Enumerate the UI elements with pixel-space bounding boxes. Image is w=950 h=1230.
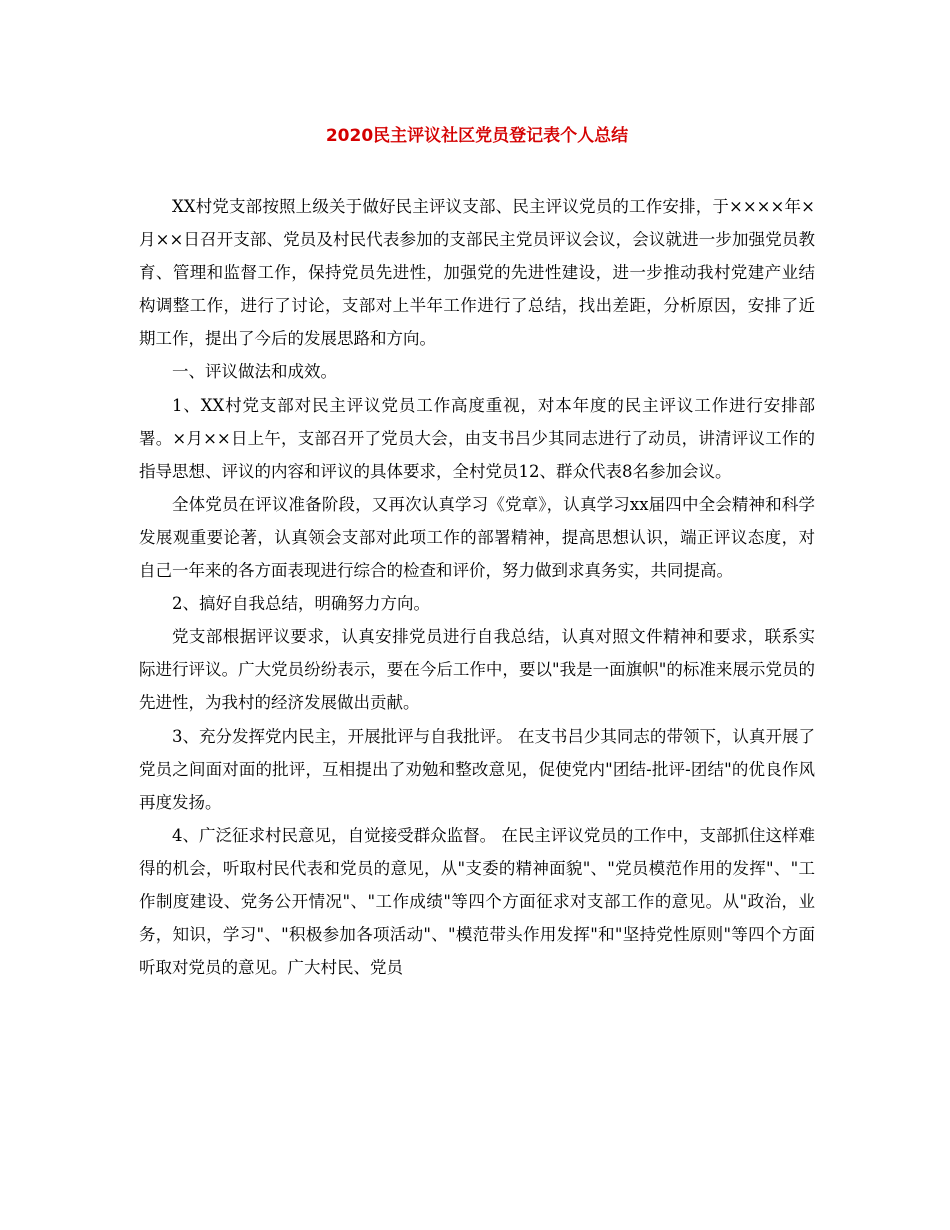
document-title: 2020民主评议社区党员登记表个人总结 — [325, 126, 629, 146]
paragraph-item-4: 4、广泛征求村民意见，自觉接受群众监督。 在民主评议党员的工作中，支部抓住这样难得的机会，听取村民代表和党员的意见，从"支委的精神面貌"、"党员模范作用的发挥"、"工作制度建设、党务公开情况"、"工作成绩"等四个方面征求对支部工作的意见。从"政治，业务，知识，学习"、"积极参加各项活动"、"模范带头作用发挥"和"坚持党性原则"等四个方面听取对党员的意见。广大村民、党员 — [139, 825, 815, 978]
paragraph-item-2: 2、搞好自我总结，明确努力方向。 — [172, 594, 430, 614]
document-body — [139, 190, 815, 984]
paragraph-section-heading-1: 一、评议做法和成效。 — [172, 362, 337, 382]
paragraph-item-1: 1、XX村党支部对民主评议党员工作高度重视，对本年度的民主评议工作进行安排部署。×月××日上午，支部召开了党员大会，由支书吕少其同志进行了动员，讲清评议工作的指导思想、评议的内容和评议的具体要求，全村党员12、群众代表8名参加会议。 — [139, 395, 815, 481]
paragraph-item-3: 3、充分发挥党内民主，开展批评与自我批评。 在支书吕少其同志的带领下，认真开展了党员之间面对面的批评，互相提出了劝勉和整改意见，促使党内"团结-批评-团结"的优良作风再度发扬。 — [139, 726, 815, 812]
paragraph-intro: XX村党支部按照上级关于做好民主评议支部、民主评议党员的工作安排，于××××年×月××日召开支部、党员及村民代表参加的支部民主党员评议会议，会议就进一步加强党员教育、管理和监督工作，保持党员先进性，加强党的先进性建设，进一步推动我村党建产业结构调整工作，进行了讨论，支部对上半年工作进行了总结，找出差距，分析原因，安排了近期工作，提出了今后的发展思路和方向。 — [139, 197, 815, 349]
paragraph-study: 全体党员在评议准备阶段，又再次认真学习《党章》，认真学习xx届四中全会精神和科学发展观重要论著，认真领会支部对此项工作的部署精神，提高思想认识，端正评议态度，对自己一年来的各方面表现进行综合的检查和评价，努力做到求真务实，共同提高。 — [139, 494, 815, 581]
paragraph-self-review: 党支部根据评议要求，认真安排党员进行自我总结，认真对照文件精神和要求，联系实际进行评议。广大党员纷纷表示，要在今后工作中，要以"我是一面旗帜"的标准来展示党员的先进性，为我村的经济发展做出贡献。 — [139, 627, 815, 713]
